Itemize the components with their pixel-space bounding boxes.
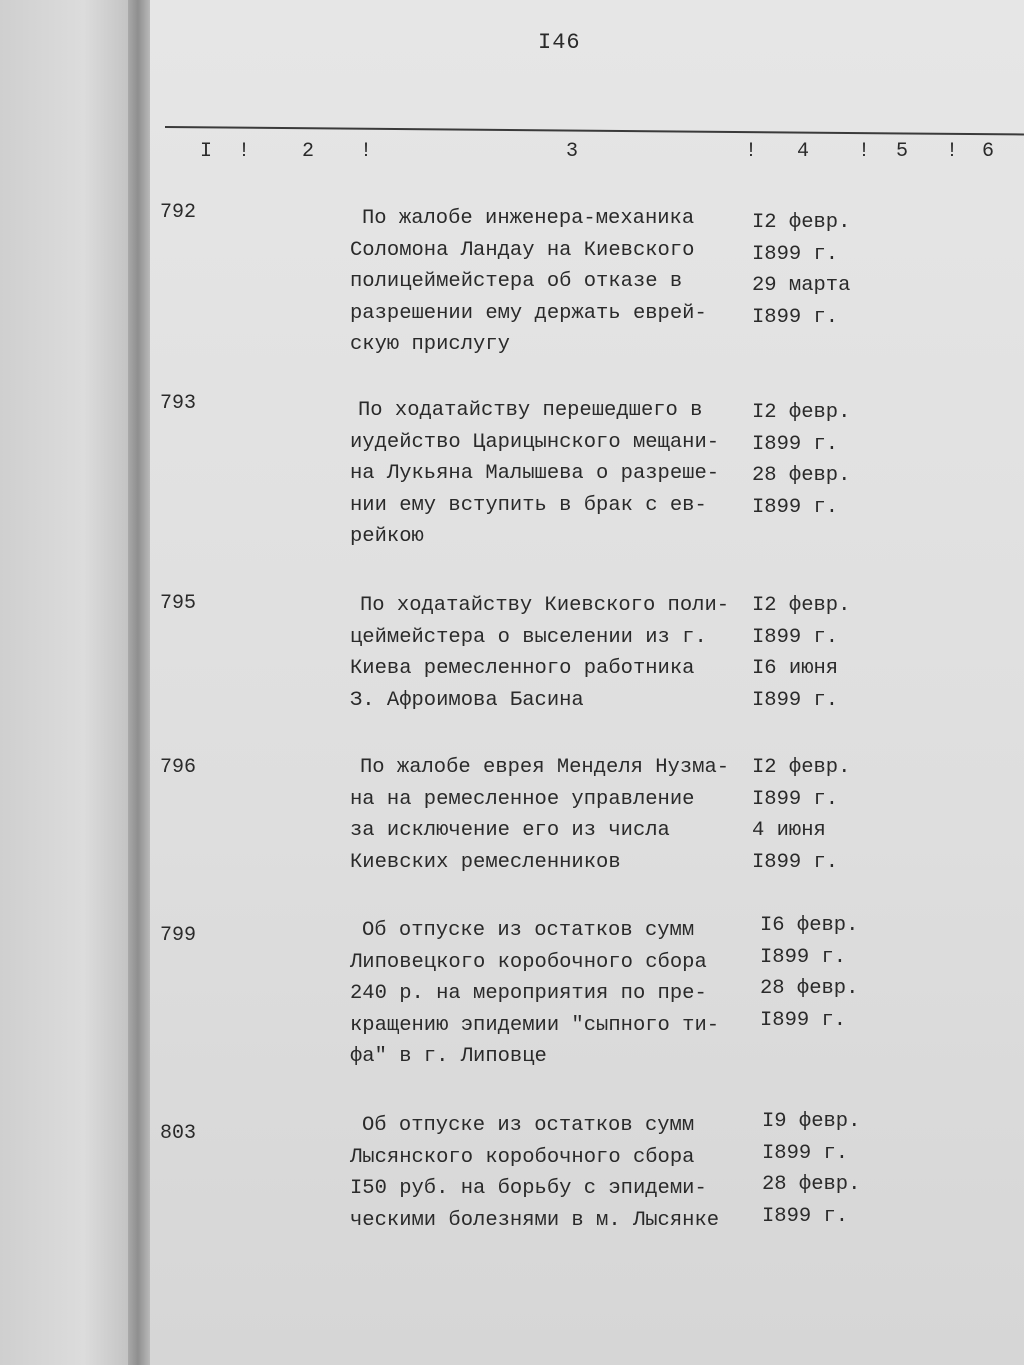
column-header-4: 4 (797, 140, 812, 163)
column-header-5: 5 (896, 140, 911, 163)
facing-page-edge (0, 0, 140, 1365)
entry-description (350, 590, 750, 716)
description-line: Об отпуске из остатков сумм (362, 1114, 695, 1137)
column-separator: ! (745, 140, 760, 163)
date-line: I2 февр. (752, 756, 851, 779)
date-line: 28 февр. (760, 977, 859, 1000)
date-line: I899 г. (752, 688, 839, 712)
entry-number: 795 (160, 592, 197, 615)
entry-number: 792 (160, 201, 197, 224)
date-line: I899 г. (752, 495, 839, 519)
entry-description (350, 203, 750, 361)
description-line: иудейство Царицынского мещани- (350, 430, 720, 454)
description-line: фа" в г. Липовце (350, 1045, 547, 1068)
date-line: I6 февр. (760, 914, 859, 937)
column-separator: ! (360, 140, 375, 163)
column-separator: ! (946, 140, 961, 163)
entry-dates (752, 590, 892, 716)
entry-dates (760, 910, 900, 1036)
date-line: 29 марта (752, 274, 851, 297)
description-line: Киева ремесленного работника (350, 657, 695, 680)
entry-number: 793 (160, 392, 197, 415)
description-line: кращению эпидемии "сыпного ти- (350, 1013, 720, 1037)
description-line: разрешении ему держать еврей- (350, 301, 707, 325)
description-line: По ходатайству перешедшего в (358, 399, 703, 422)
description-line: нии ему вступить в брак с ев- (350, 493, 707, 517)
description-line: цеймейстера о выселении из г. (350, 625, 707, 649)
date-line: I899 г. (752, 625, 839, 649)
column-header-1: I (200, 140, 215, 163)
date-line: I2 февр. (752, 401, 851, 424)
description-line: Киевских ремесленников (350, 850, 621, 874)
entry-number: 796 (160, 756, 197, 779)
date-line: 4 июня (752, 819, 826, 842)
entry-dates (762, 1106, 902, 1232)
date-line: I899 г. (760, 945, 847, 969)
description-line: ческими болезнями в м. Лысянке (350, 1208, 720, 1232)
column-separator: ! (238, 140, 253, 163)
date-line: I899 г. (762, 1141, 849, 1165)
description-line: полицеймейстера об отказе в (350, 270, 683, 293)
description-line: рейкою (350, 525, 424, 548)
column-header-2: 2 (302, 140, 317, 163)
entry-dates (752, 397, 892, 523)
entry-number: 799 (160, 924, 197, 947)
date-line: I899 г. (752, 242, 839, 266)
entry-description (350, 1110, 750, 1236)
date-line: I899 г. (752, 432, 839, 456)
description-line: 240 р. на мероприятия по пре- (350, 982, 707, 1005)
description-line: По жалобе еврея Менделя Нузма- (360, 756, 730, 779)
entry-dates (752, 207, 892, 333)
date-line: I899 г. (762, 1204, 849, 1228)
description-line: скую прислугу (350, 333, 510, 356)
description-line: на Лукьяна Малышева о разреше- (350, 462, 720, 485)
description-line: на на ремесленное управление (350, 787, 695, 811)
entry-dates (752, 752, 892, 878)
date-line: I899 г. (752, 305, 839, 329)
book-gutter (128, 0, 150, 1365)
page-number: I46 (538, 30, 581, 55)
date-line: I9 февр. (762, 1110, 861, 1133)
date-line: I899 г. (752, 850, 839, 874)
date-line: I899 г. (760, 1008, 847, 1032)
date-line: I2 февр. (752, 211, 851, 234)
entry-description (350, 752, 750, 878)
description-line: Лысянского коробочного сбора (350, 1145, 695, 1169)
column-separator: ! (858, 140, 873, 163)
description-line: З. Афроимова Басина (350, 688, 584, 712)
date-line: 28 февр. (762, 1173, 861, 1196)
date-line: I899 г. (752, 787, 839, 811)
description-line: По ходатайству Киевского поли- (360, 594, 730, 617)
entry-number: 803 (160, 1122, 197, 1145)
description-line: Липовецкого коробочного сбора (350, 950, 707, 974)
column-header-3: 3 (566, 140, 581, 163)
description-line: Соломона Ландау на Киевского (350, 238, 695, 262)
description-line: По жалобе инженера-механика (362, 207, 695, 230)
date-line: 28 февр. (752, 464, 851, 487)
description-line: Об отпуске из остатков сумм (362, 919, 695, 942)
column-header-6: 6 (982, 140, 997, 163)
date-line: I6 июня (752, 657, 839, 680)
entry-description (350, 915, 750, 1073)
entry-description (350, 395, 750, 553)
description-line: I50 руб. на борьбу с эпидеми- (350, 1177, 707, 1200)
date-line: I2 февр. (752, 594, 851, 617)
description-line: за исключение его из числа (350, 819, 670, 842)
